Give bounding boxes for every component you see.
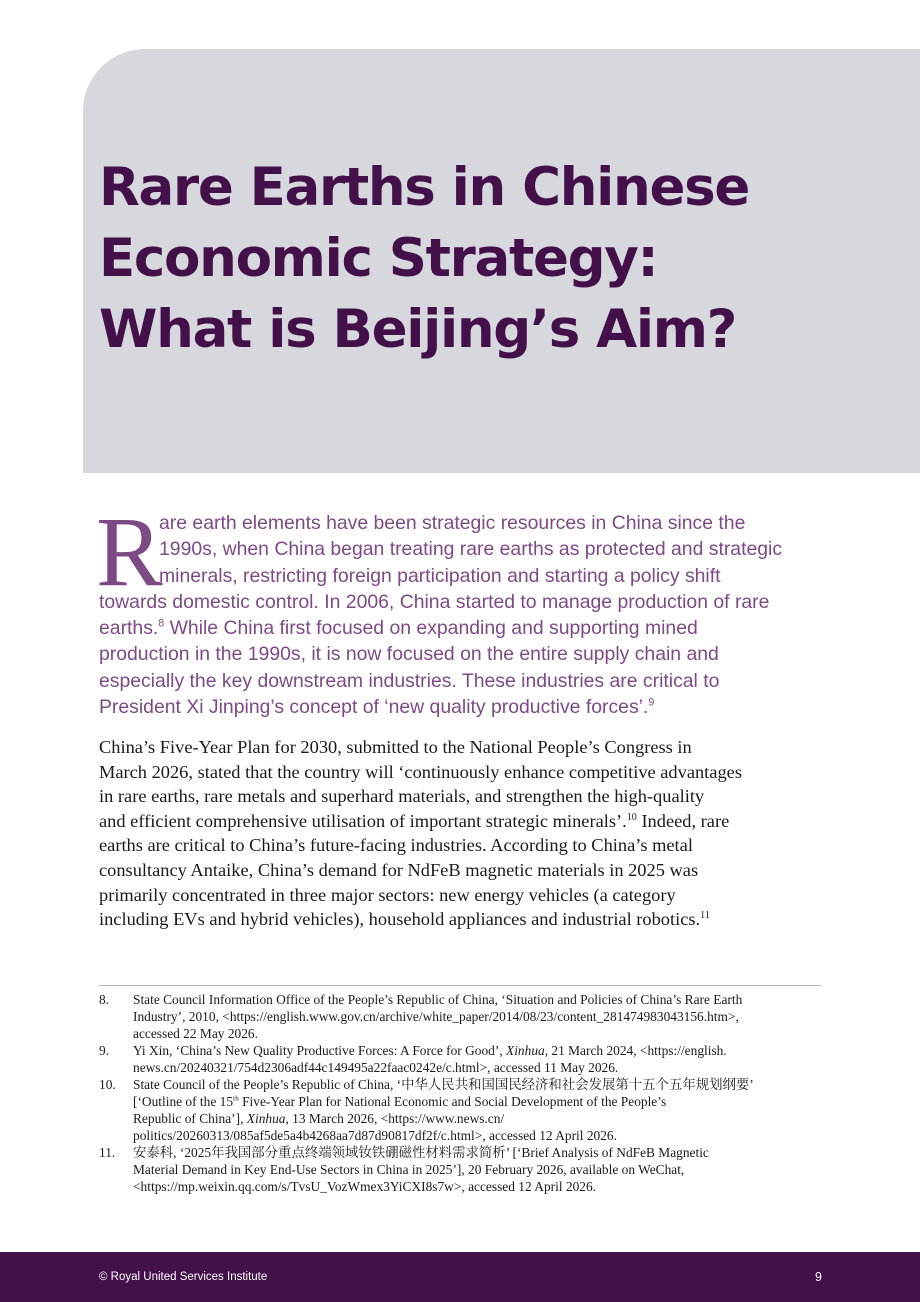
body-line: China’s Five-Year Plan for 2030, submitted to the National People’s Congress in	[99, 737, 692, 757]
page-number: 9	[815, 1270, 822, 1284]
footnote-line: Yi Xin, ‘China’s New Quality Productive Forces: A Force for Good’, Xinhua, 21 March 2024, <https://english.	[133, 1043, 727, 1058]
footnote-line: 安泰科, ‘2025年我国部分重点终端领域钕铁硼磁性材料需求简析’ [‘Brief Analysis of NdFeB Magnetic	[133, 1145, 709, 1160]
footnote-item	[99, 1144, 824, 1195]
lead-line: production in the 1990s, it is now focused on the entire supply chain and	[99, 643, 719, 666]
body-line: in rare earths, rare metals and superhard materials, and strengthen the high-quality	[99, 786, 705, 807]
footnote-number: 11.	[99, 1145, 116, 1160]
lead-line: towards domestic control. In 2006, China started to manage production of rare	[99, 590, 770, 613]
footnote-ref[interactable]: 8	[158, 617, 165, 630]
footnote-number: 10.	[99, 1077, 116, 1092]
footnote-line: accessed 22 May 2026.	[133, 1026, 258, 1041]
footnotes-list	[99, 991, 824, 1195]
footnote-ref[interactable]: 11	[700, 910, 710, 922]
lead-line: President Xi Jinping’s concept of ‘new quality productive forces’.$^9$	[99, 696, 655, 719]
title-line: What is Beijing’s Aim?	[99, 299, 737, 360]
footnote-line: State Council Information Office of the People’s Republic of China, ‘Situation and Policies of China’s Rare Earth	[133, 992, 743, 1007]
footer-copyright: © Royal United Services Institute	[99, 1271, 268, 1283]
page-title	[99, 152, 859, 365]
body-line: primarily concentrated in three major sectors: new energy vehicles (a category	[99, 884, 676, 905]
lead-line: are earth elements have been strategic resources in China since the	[159, 512, 746, 534]
footnote-divider	[99, 985, 821, 986]
footnote-number: 9.	[99, 1043, 110, 1058]
footnote-line: State Council of the People’s Republic of China, ‘中华人民共和国国民经济和社会发展第十五个五年规划纲要’	[133, 1077, 754, 1092]
footnote-item	[99, 991, 824, 1042]
footer-bar	[0, 1252, 920, 1302]
lead-line: minerals, restricting foreign participation and starting a policy shift	[159, 564, 721, 587]
footnote-link[interactable]: , 13 March 2026, <https://www.news.cn/	[285, 1111, 505, 1126]
footnote-number: 8.	[99, 992, 110, 1007]
lead-paragraph	[99, 510, 819, 720]
body-line: earths are critical to China’s future-facing industries. According to China’s metal	[99, 835, 693, 856]
footnote-link[interactable]: <https://mp.weixin.qq.com/s/TvsU_VozWmex3YiCXI8s7w>, accessed 12 April 2026.	[133, 1179, 597, 1194]
footnote-link[interactable]: news.cn/20240321/754d2306adf44c149495a22faac0242e/c.html>, accessed 11 May 2026.	[133, 1060, 619, 1075]
footnote-line: Material Demand in Key End-Use Sectors in China in 2025’], 20 February 2026, available on WeChat,	[133, 1162, 685, 1177]
lead-line: especially the key downstream industries. These industries are critical to	[99, 669, 720, 692]
footnote-ref[interactable]: 9	[648, 696, 655, 709]
body-line: March 2026, stated that the country will ‘continuously enhance competitive advantages	[99, 761, 742, 782]
footnote-link[interactable]: politics/20260313/085af5de5a4b4268aa7d87d90817df2f/c.html>, accessed 12 April 2026.	[133, 1128, 617, 1143]
footnote-link[interactable]: , 21 March 2024, <https://english.	[544, 1043, 727, 1058]
footnote-line: Republic of China’], Xinhua, 13 March 2026, <https://www.news.cn/	[133, 1111, 505, 1126]
footnote-item	[99, 1042, 824, 1076]
lead-line: earths.$^8$ While China first focused on expanding and supporting mined	[99, 617, 698, 640]
title-line: Economic Strategy:	[99, 228, 658, 289]
footnote-item	[99, 1076, 824, 1144]
footnote-line: [‘Outline of the 15th Five-Year Plan for National Economic and Social Development of the People’s	[133, 1093, 667, 1109]
body-paragraph	[99, 735, 824, 932]
body-line: and efficient comprehensive utilisation of important strategic minerals’.$^{10}$ Indeed, rare	[99, 810, 730, 831]
lead-line: 1990s, when China began treating rare earths as protected and strategic	[159, 538, 783, 561]
body-line: consultancy Antaike, China’s demand for NdFeB magnetic materials in 2025 was	[99, 859, 699, 880]
title-line: Rare Earths in Chinese	[99, 157, 749, 218]
body-line: including EVs and hybrid vehicles), household appliances and industrial robotics.$^{11}$	[99, 909, 710, 930]
footnote-ref[interactable]: 10	[626, 811, 637, 823]
footnote-link[interactable]: Industry’, 2010, <https://english.www.gov.cn/archive/white_paper/2014/08/23/content_281474983043156.htm>,	[133, 1009, 739, 1024]
drop-cap: R	[96, 496, 163, 607]
